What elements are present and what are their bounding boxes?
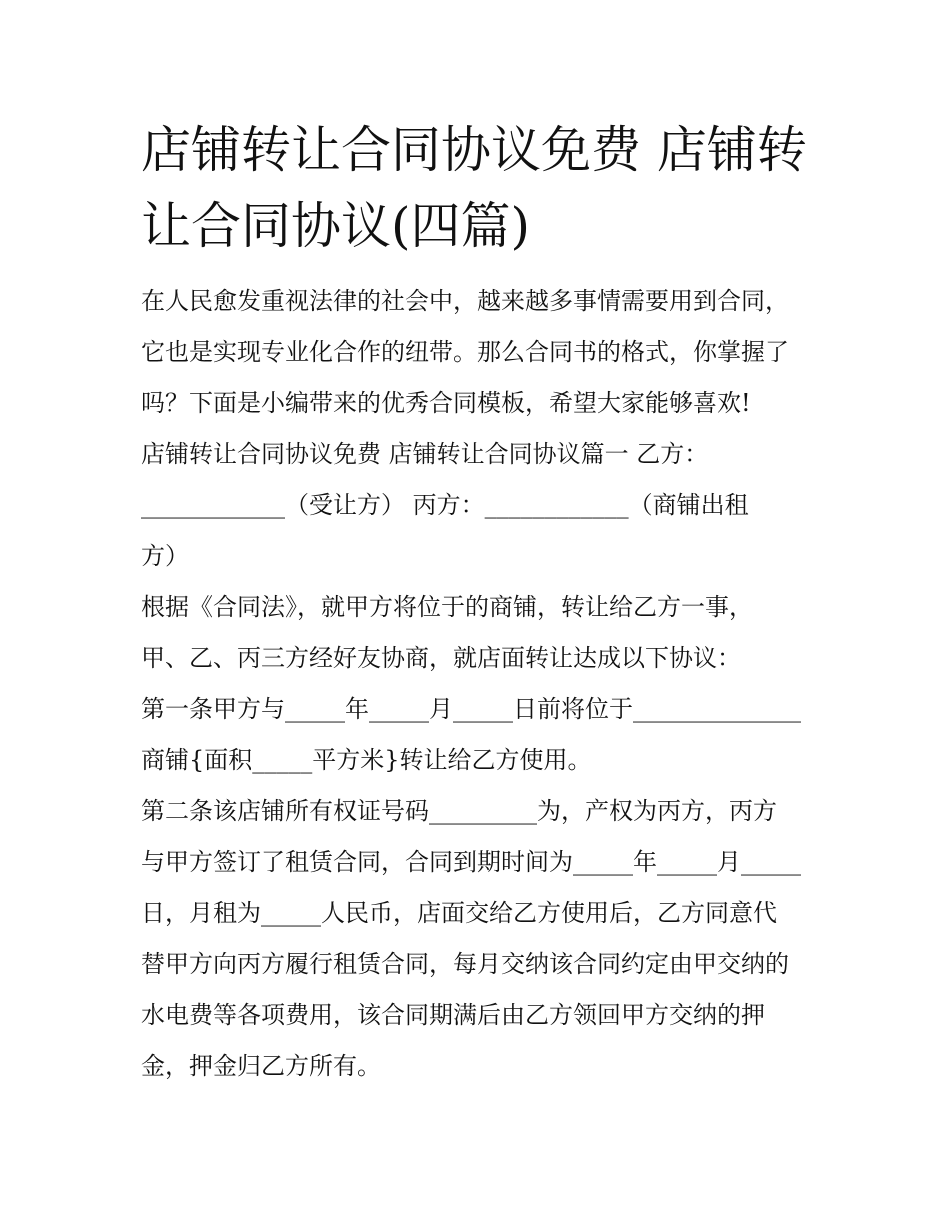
document-body (141, 276, 821, 1092)
body-line: 水电费等各项费用，该合同期满后由乙方领回甲方交纳的押 (141, 1001, 765, 1029)
body-line: 吗？下面是小编带来的优秀合同模板，希望大家能够喜欢! (141, 389, 751, 417)
body-line: ____________（受让方） 丙方：____________（商铺出租 (141, 491, 749, 519)
body-line: 店铺转让合同协议免费 店铺转让合同协议篇一 乙方： (141, 440, 709, 468)
document-title: 店铺转让合同协议免费 店铺转让合同协议(四篇) (141, 121, 807, 255)
body-line: 在人民愈发重视法律的社会中，越来越多事情需要用到合同， (141, 287, 789, 315)
body-line: 它也是实现专业化合作的纽带。那么合同书的格式，你掌握了 (141, 338, 789, 366)
body-line: 与甲方签订了租赁合同，合同到期时间为_____年_____月_____ (141, 848, 801, 876)
body-line: 商铺{面积_____平方米}转让给乙方使用。 (141, 746, 592, 774)
body-line: 金，押金归乙方所有。 (141, 1052, 381, 1080)
body-line: 甲、乙、丙三方经好友协商，就店面转让达成以下协议： (141, 644, 741, 672)
body-line: 根据《合同法》，就甲方将位于的商铺，转让给乙方一事， (141, 593, 753, 621)
body-line: 方） (141, 542, 189, 570)
body-line: 替甲方向丙方履行租赁合同，每月交纳该合同约定由甲交纳的 (141, 950, 789, 978)
body-line: 第二条该店铺所有权证号码_________为，产权为丙方，丙方 (141, 797, 777, 825)
body-line: 第一条甲方与_____年_____月_____日前将位于______________ (141, 695, 801, 723)
body-line: 日，月租为_____人民币，店面交给乙方使用后，乙方同意代 (141, 899, 777, 927)
document-page (141, 112, 821, 1092)
